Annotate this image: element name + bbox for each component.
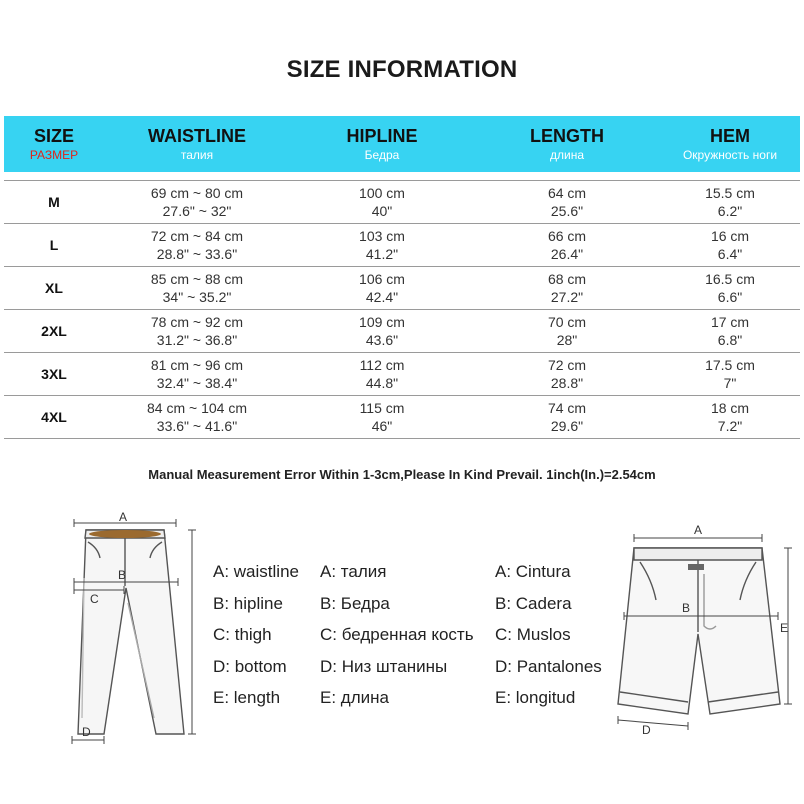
- header-length-ru: длина: [549, 147, 584, 162]
- legend-item: A: waistline: [213, 562, 299, 581]
- cell-hem: [660, 227, 800, 263]
- legend-item: D: Pantalones: [495, 656, 602, 676]
- legend-item: B: hipline: [213, 593, 283, 613]
- cell-length: [474, 356, 660, 392]
- legend-item: E: longitud: [495, 688, 576, 707]
- cell-value-in: 46": [371, 418, 393, 434]
- cell-hem: [660, 399, 800, 435]
- pants-label-a: A: [119, 510, 128, 524]
- cell-hipline: [290, 399, 474, 435]
- header-hem: [660, 126, 800, 163]
- page-title: SIZE INFORMATION: [286, 56, 518, 83]
- table-row: [4, 267, 800, 310]
- cell-value-in: 7": [723, 375, 737, 391]
- cell-value-in: 27.2": [550, 289, 584, 305]
- cell-value-cm: 85 cm ~ 88 cm: [150, 271, 244, 287]
- cell-waistline: [104, 270, 290, 306]
- table-row: [4, 181, 800, 224]
- cell-value-cm: 106 cm: [359, 271, 405, 287]
- cell-value-in: 6.8": [717, 332, 743, 348]
- waistband-brown: [89, 530, 161, 538]
- cell-hipline: [290, 270, 474, 306]
- legend-russian: [320, 560, 474, 718]
- cell-value-cm: 18 cm: [710, 400, 750, 416]
- cell-value-in: 43.6": [365, 332, 399, 348]
- legend-item: D: bottom: [213, 656, 287, 676]
- cell-value-in: 27.6" ~ 32": [162, 203, 232, 219]
- cell-size: XL: [45, 280, 63, 296]
- cell-value-cm: 72 cm: [547, 357, 587, 373]
- cell-value-in: 6.2": [717, 203, 743, 219]
- cell-value-in: 34" ~ 35.2": [162, 289, 232, 305]
- cell-size: 4XL: [41, 409, 67, 425]
- cell-value-cm: 17.5 cm: [705, 357, 755, 373]
- cell-value-cm: 103 cm: [359, 228, 405, 244]
- table-row: [4, 353, 800, 396]
- cell-value-in: 31.2" ~ 36.8": [156, 332, 238, 348]
- cell-value-cm: 16.5 cm: [705, 271, 755, 287]
- cell-hipline: [290, 313, 474, 349]
- header-hipline: [290, 126, 474, 163]
- cell-value-in: 32.4" ~ 38.4": [156, 375, 238, 391]
- legend-item: B: Бедра: [320, 593, 390, 613]
- cell-value-cm: 81 cm ~ 96 cm: [150, 357, 244, 373]
- cell-hem: [660, 270, 800, 306]
- size-table: [4, 116, 800, 439]
- pants-label-c: C: [90, 592, 99, 606]
- cell-value-in: 29.6": [550, 418, 584, 434]
- cell-waistline: [104, 184, 290, 220]
- header-waistline: [104, 126, 290, 163]
- cell-value-cm: 112 cm: [359, 357, 405, 373]
- cell-value-cm: 69 cm ~ 80 cm: [150, 185, 244, 201]
- pants-diagram: [64, 508, 200, 744]
- cell-value-cm: 64 cm: [547, 185, 587, 201]
- cell-waistline: [104, 313, 290, 349]
- cell-value-cm: 78 cm ~ 92 cm: [150, 314, 244, 330]
- cell-value-in: 28.8": [550, 375, 584, 391]
- cell-value-in: 28.8" ~ 33.6": [156, 246, 238, 262]
- table-row: [4, 310, 800, 353]
- legend-item: C: бедренная кость: [320, 625, 474, 644]
- shorts-diagram: [604, 514, 798, 740]
- measurement-note: Manual Measurement Error Within 1-3cm,Please In Kind Prevail. 1inch(In.)=2.54cm: [148, 467, 656, 482]
- legend-item: C: thigh: [213, 625, 272, 644]
- cell-value-cm: 115 cm: [359, 400, 405, 416]
- cell-value-cm: 72 cm ~ 84 cm: [150, 228, 244, 244]
- cell-value-cm: 17 cm: [710, 314, 750, 330]
- cell-size: 2XL: [41, 323, 67, 339]
- cell-value-in: 33.6" ~ 41.6": [156, 418, 238, 434]
- cell-length: [474, 399, 660, 435]
- legend-item: B: Cadera: [495, 593, 572, 613]
- header-size: [4, 126, 104, 163]
- cell-value-in: 7.2": [717, 418, 743, 434]
- header-length-en: LENGTH: [530, 125, 604, 146]
- cell-value-cm: 15.5 cm: [705, 185, 755, 201]
- header-size-en: SIZE: [33, 125, 74, 146]
- pants-label-b: B: [118, 568, 127, 582]
- cell-size: L: [49, 237, 59, 253]
- cell-size: 3XL: [41, 366, 67, 382]
- header-size-ru: РАЗМЕР: [29, 147, 79, 162]
- cell-value-in: 26.4": [550, 246, 584, 262]
- cell-value-in: 42.4": [365, 289, 399, 305]
- cell-hem: [660, 313, 800, 349]
- cell-hipline: [290, 227, 474, 263]
- cell-size: M: [48, 194, 60, 210]
- cell-waistline: [104, 356, 290, 392]
- cell-value-cm: 74 cm: [547, 400, 587, 416]
- legend-item: A: талия: [320, 562, 387, 581]
- header-hem-en: HEM: [710, 125, 750, 146]
- table-header: [4, 116, 800, 172]
- cell-waistline: [104, 399, 290, 435]
- header-hipline-en: HIPLINE: [346, 125, 418, 146]
- shorts-label-d: D: [642, 723, 651, 737]
- legend-item: E: length: [213, 688, 281, 707]
- shorts-label-a: A: [694, 523, 703, 537]
- header-length: [474, 126, 660, 163]
- legend-english: [213, 560, 299, 718]
- header-hem-ru: Окружность ноги: [682, 147, 778, 162]
- header-hipline-ru: Бедра: [364, 147, 400, 162]
- cell-value-cm: 70 cm: [547, 314, 587, 330]
- legend-item: D: Низ штанины: [320, 656, 448, 676]
- cell-value-in: 28": [556, 332, 578, 348]
- cell-hipline: [290, 356, 474, 392]
- cell-length: [474, 313, 660, 349]
- header-waistline-ru: талия: [180, 147, 214, 162]
- legend-item: A: Cintura: [495, 562, 571, 581]
- pants-label-d: D: [82, 725, 91, 739]
- cell-value-cm: 84 cm ~ 104 cm: [147, 400, 247, 416]
- cell-value-in: 44.8": [365, 375, 399, 391]
- cell-hem: [660, 356, 800, 392]
- cell-length: [474, 184, 660, 220]
- cell-length: [474, 227, 660, 263]
- cell-value-cm: 66 cm: [547, 228, 587, 244]
- legend-spanish: [495, 560, 602, 718]
- cell-value-cm: 109 cm: [359, 314, 405, 330]
- cell-value-in: 25.6": [550, 203, 584, 219]
- cell-value-in: 40": [371, 203, 393, 219]
- cell-value-cm: 68 cm: [547, 271, 587, 287]
- legend-item: C: Muslos: [495, 625, 571, 644]
- cell-hipline: [290, 184, 474, 220]
- table-row: [4, 224, 800, 267]
- cell-hem: [660, 184, 800, 220]
- cell-length: [474, 270, 660, 306]
- cell-waistline: [104, 227, 290, 263]
- table-row: [4, 396, 800, 439]
- shorts-label-b: B: [682, 601, 691, 615]
- shorts-label-e: E: [780, 621, 789, 635]
- cell-value-cm: 16 cm: [710, 228, 750, 244]
- cell-value-in: 6.4": [717, 246, 743, 262]
- header-waistline-en: WAISTLINE: [148, 125, 246, 146]
- table-body: [4, 180, 800, 439]
- shorts-label-patch: [688, 564, 704, 570]
- cell-value-in: 41.2": [365, 246, 399, 262]
- cell-value-in: 6.6": [717, 289, 743, 305]
- cell-value-cm: 100 cm: [359, 185, 405, 201]
- legend-item: E: длина: [320, 688, 389, 707]
